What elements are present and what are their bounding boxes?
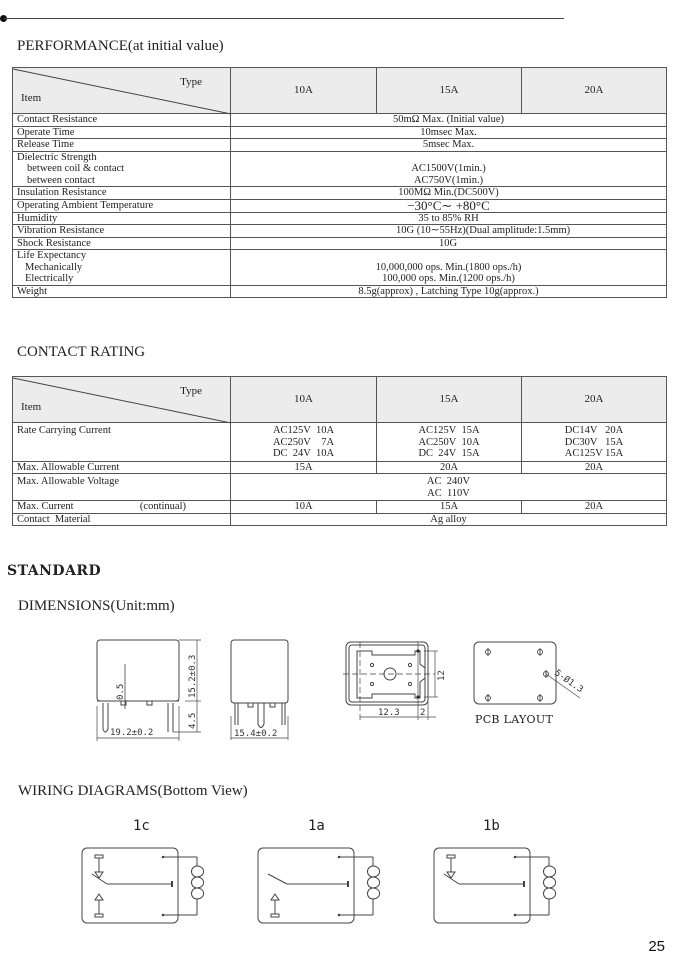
row-value: 5msec Max.: [231, 139, 667, 152]
table-row: [13, 151, 667, 187]
table-row: [13, 461, 667, 474]
pin-offset-dimension: 0.5: [116, 683, 126, 700]
row-value: AC1500V(1min.): [411, 163, 486, 174]
row-label: Operate Time: [13, 126, 231, 139]
row-value: 15A: [377, 501, 522, 514]
row-sublabel: Electrically: [25, 273, 74, 284]
item-label: Item: [21, 91, 42, 104]
rate-value: DC30V 15A: [564, 436, 624, 448]
row-value-group: [231, 151, 667, 187]
side-view-drawing: [228, 634, 294, 742]
height-dimension: 15.2±0.3: [188, 654, 198, 698]
column-header-15a: 15A: [377, 377, 522, 423]
pin-length-dimension: 4.5: [188, 712, 198, 729]
wiring-label-1c: 1c: [133, 818, 150, 834]
row-value: 100,000 ops. Min.(1200 ops./h): [382, 273, 515, 284]
rate-10a-cell: [231, 423, 377, 462]
row-label: Contact Material: [13, 513, 231, 526]
diagonal-line: [13, 377, 231, 423]
table-row: [13, 126, 667, 139]
row-label: Insulation Resistance: [13, 187, 231, 200]
coil-icon: [373, 866, 380, 899]
rate-value: AC125V 15A: [564, 448, 624, 459]
rate-value: AC250V 10A: [418, 436, 480, 448]
column-header-10a: 10A: [231, 377, 377, 423]
row-label: Vibration Resistance: [13, 225, 231, 238]
table-row: [13, 513, 667, 526]
row-value: 20A: [522, 461, 667, 474]
wiring-label-1b: 1b: [483, 818, 500, 834]
wiring-label-1a: 1a: [308, 818, 325, 834]
performance-title: PERFORMANCE(at initial value): [17, 38, 224, 54]
row-label: Life Expectancy: [17, 250, 87, 261]
row-value: 50mΩ Max. (Initial value): [231, 114, 667, 127]
row-value: 8.5g(approx) , Latching Type 10g(approx.): [231, 285, 667, 298]
column-header-10a: 10A: [231, 68, 377, 114]
row-value: 10A: [231, 501, 377, 514]
row-label: Humidity: [13, 212, 231, 225]
row-value: 15A: [231, 461, 377, 474]
row-value: AC 110V: [427, 487, 470, 499]
row-value: 100MΩ Min.(DC500V): [231, 187, 667, 200]
row-value: 35 to 85% RH: [231, 212, 667, 225]
row-label-group: [13, 501, 231, 514]
row-label-group: [13, 151, 231, 187]
wiring-diagram-1c: [80, 844, 210, 926]
row-label: Contact Resistance: [13, 114, 231, 127]
bottom-view-drawing: [340, 638, 450, 728]
row-sublabel: Mechanically: [25, 261, 83, 273]
row-sublabel: between coil & contact: [27, 163, 125, 174]
table-row: [13, 225, 667, 238]
row-value: 20A: [377, 461, 522, 474]
coil-icon: [549, 866, 556, 899]
column-header-20a: 20A: [522, 68, 667, 114]
wiring-title: WIRING DIAGRAMS(Bottom View): [18, 783, 248, 799]
row-note: (continual): [139, 501, 186, 512]
row-value: AC750V(1min.): [413, 174, 484, 186]
coil-icon: [197, 866, 204, 899]
depth-dimension: 15.4±0.2: [234, 729, 278, 739]
table-row: [13, 285, 667, 298]
table-row: [13, 474, 667, 501]
pcb-layout-drawing: [470, 638, 585, 698]
table-row: [13, 237, 667, 250]
width-dimension: 19.2±0.2: [110, 728, 154, 738]
type-label: Type: [180, 385, 202, 397]
diagonal-header-cell: [13, 377, 231, 423]
item-label: Item: [21, 400, 42, 413]
wiring-diagram-1a: [256, 844, 386, 926]
row-value: 20A: [522, 501, 667, 514]
row-label: Rate Carrying Current: [13, 423, 231, 462]
contact-rating-title: CONTACT RATING: [17, 344, 146, 360]
diagonal-line: [13, 68, 231, 114]
row-sublabel: between contact: [27, 174, 95, 186]
column-header-20a: 20A: [522, 377, 667, 423]
table-row: [13, 199, 667, 212]
row-value-group: [231, 474, 667, 501]
performance-table: [12, 67, 667, 298]
rate-value: AC250V 7A: [272, 436, 335, 448]
row-value: 10G: [231, 237, 667, 250]
row-value: 10,000,000 ops. Min.(1800 ops./h): [375, 261, 522, 273]
top-rule: [4, 18, 564, 19]
rate-value: DC 24V 15A: [418, 448, 480, 459]
row-label: Dielectric Strength: [17, 151, 97, 163]
row-value-group: [231, 250, 667, 286]
dimensions-title: DIMENSIONS(Unit:mm): [18, 598, 175, 614]
row-value: 10G (10∼55Hz)(Dual amplitude:1.5mm): [231, 225, 667, 238]
rate-value: AC125V 10A: [272, 425, 335, 436]
hole-dimension: 5-Ø1.3: [552, 668, 585, 696]
column-header-15a: 15A: [377, 68, 522, 114]
row-label-group: [13, 250, 231, 286]
rate-value: AC125V 15A: [418, 425, 480, 436]
pin-span-x-dimension: 12.3: [378, 708, 400, 718]
table-row: [13, 187, 667, 200]
row-value: −30°C∼ +80°C: [231, 199, 667, 212]
row-label: Release Time: [13, 139, 231, 152]
row-label: Shock Resistance: [13, 237, 231, 250]
table-row: [13, 250, 667, 286]
contact-rating-table: [12, 376, 667, 526]
row-label: Weight: [13, 285, 231, 298]
row-value: 10msec Max.: [231, 126, 667, 139]
row-label: Max. Current: [17, 501, 74, 512]
table-row: [13, 423, 667, 462]
table-row: [13, 139, 667, 152]
pin-span-y-dimension: 12: [437, 670, 447, 681]
table-header-row: [13, 68, 667, 114]
rate-15a-cell: [377, 423, 522, 462]
diagonal-header-cell: [13, 68, 231, 114]
table-row: [13, 501, 667, 514]
rate-value: DC 24V 10A: [272, 448, 335, 459]
page-number: 25: [648, 938, 665, 955]
standard-title: STANDARD: [7, 563, 102, 579]
wiring-diagram-1b: [432, 844, 562, 926]
table-row: [13, 212, 667, 225]
rate-20a-cell: [522, 423, 667, 462]
row-label: Max. Allowable Voltage: [13, 474, 231, 501]
pin-gap-dimension: 2: [420, 708, 426, 718]
row-label: Operating Ambient Temperature: [13, 199, 231, 212]
row-label: Max. Allowable Current: [13, 461, 231, 474]
pcb-layout-label: PCB LAYOUT: [475, 713, 554, 726]
rate-value: DC14V 20A: [564, 425, 624, 436]
table-row: [13, 114, 667, 127]
row-value: AC 240V: [426, 476, 471, 487]
front-view-drawing: [85, 634, 225, 742]
type-label: Type: [180, 76, 202, 88]
table-header-row: [13, 377, 667, 423]
row-value: Ag alloy: [231, 513, 667, 526]
